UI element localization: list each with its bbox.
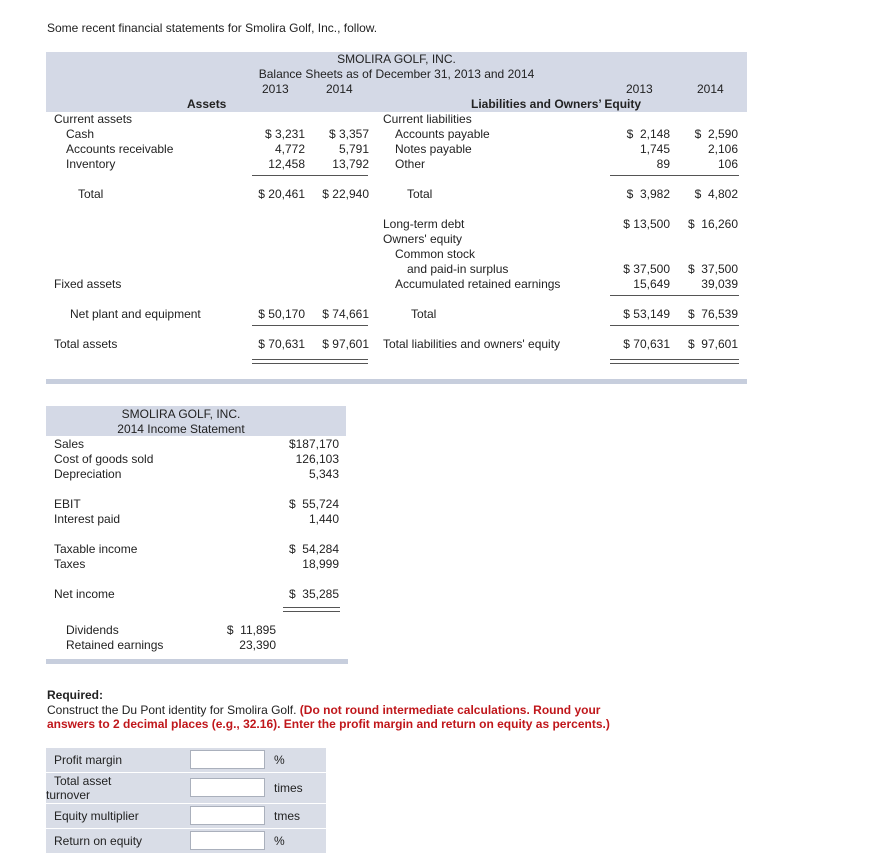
ar-2013: 4,772 (274, 142, 305, 156)
rule (252, 175, 368, 176)
rule (252, 325, 368, 326)
net-plant-label: Net plant and equipment (70, 307, 201, 321)
total-asset-turnover-input[interactable] (190, 778, 265, 797)
double-rule (252, 359, 368, 364)
cash-2014: $ 3,357 (328, 127, 369, 141)
return-on-equity-unit: % (274, 834, 285, 848)
ca-total-2014: $ 22,940 (322, 187, 369, 201)
ap-2013: $ 2,148 (626, 127, 670, 141)
cl-total-2014: $ 4,802 (694, 187, 738, 201)
rule (610, 325, 739, 326)
cash-2013: $ 3,231 (264, 127, 305, 141)
total-le-label: Total liabilities and owners' equity (383, 337, 561, 351)
cash-label: Cash (66, 127, 95, 141)
answer-row-total-asset-turnover (46, 773, 326, 803)
bs-year2-right: 2014 (697, 82, 724, 96)
ar-label: Accounts receivable (66, 142, 174, 156)
required-text (47, 703, 600, 717)
answer-row-return-on-equity (46, 829, 326, 853)
rule (610, 175, 739, 176)
cogs-label: Cost of goods sold (54, 452, 154, 466)
rule (610, 295, 739, 296)
interest-label: Interest paid (54, 512, 121, 526)
ltd-label: Long-term debt (383, 217, 465, 231)
total-asset-turnover-label-2: turnover (46, 788, 91, 802)
other-2013: 89 (656, 157, 670, 171)
bs-year2-left: 2014 (326, 82, 353, 96)
sales-label: Sales (54, 437, 85, 451)
equity-multiplier-input[interactable] (190, 806, 265, 825)
ebit-label: EBIT (54, 497, 81, 511)
taxes-value: 18,999 (302, 557, 339, 571)
inventory-2014: 13,792 (332, 157, 369, 171)
other-2014: 106 (717, 157, 738, 171)
ap-label: Accounts payable (395, 127, 490, 141)
total-le-2013: $ 70,631 (623, 337, 670, 351)
total-asset-turnover-unit: times (274, 781, 303, 795)
paid-in-2013: $ 37,500 (623, 262, 670, 276)
depreciation-value: 5,343 (308, 467, 339, 481)
ca-total-2013: $ 20,461 (258, 187, 305, 201)
paid-in-label: and paid-in surplus (407, 262, 509, 276)
oe-total-2014: $ 76,539 (687, 307, 738, 321)
cogs-value: 126,103 (295, 452, 339, 466)
ltd-2014: $ 16,260 (687, 217, 738, 231)
np-label: Notes payable (395, 142, 472, 156)
equity-multiplier-unit: tmes (274, 809, 301, 823)
ltd-2013: $ 13,500 (623, 217, 670, 231)
total-assets-2014: $ 97,601 (322, 337, 369, 351)
bs-year1-right: 2013 (626, 82, 653, 96)
ap-2014: $ 2,590 (694, 127, 738, 141)
np-2013: 1,745 (639, 142, 670, 156)
np-2014: 2,106 (707, 142, 738, 156)
retained-earnings-value: 23,390 (239, 638, 276, 652)
net-income-value: $ 35,285 (288, 587, 339, 601)
is-subtitle: 2014 Income Statement (117, 422, 245, 436)
total-le-2014: $ 97,601 (687, 337, 738, 351)
bs-subtitle: Balance Sheets as of December 31, 2013 and 2014 (258, 67, 535, 81)
answer-row-equity-multiplier (46, 804, 326, 828)
is-company: SMOLIRA GOLF, INC. (121, 407, 241, 421)
intro-text: Some recent financial statements for Smolira Golf, Inc., follow. (47, 21, 378, 35)
taxes-label: Taxes (54, 557, 86, 571)
depreciation-label: Depreciation (54, 467, 122, 481)
retained-label: Accumulated retained earnings (395, 277, 561, 291)
return-on-equity-input[interactable] (190, 831, 265, 850)
net-plant-2014: $ 74,661 (322, 307, 369, 321)
oe-total-label: Total (411, 307, 437, 321)
ca-total-label: Total (78, 187, 104, 201)
current-assets-label: Current assets (54, 112, 133, 126)
dividends-value: $ 11,895 (226, 623, 276, 637)
profit-margin-label: Profit margin (54, 753, 123, 767)
required-question: Construct the Du Pont identity for Smolira Golf. (47, 703, 297, 717)
paid-in-2014: $ 37,500 (687, 262, 738, 276)
oe-total-2013: $ 53,149 (623, 307, 670, 321)
net-income-label: Net income (54, 587, 115, 601)
balance-sheet-footer-bar (46, 379, 747, 384)
bs-company: SMOLIRA GOLF, INC. (337, 52, 456, 66)
sales-value: $187,170 (288, 437, 339, 451)
income-statement-footer-bar (46, 659, 348, 664)
taxable-income-label: Taxable income (54, 542, 138, 556)
other-label: Other (395, 157, 426, 171)
answer-row-profit-margin (46, 748, 326, 772)
cl-total-2013: $ 3,982 (626, 187, 670, 201)
fixed-assets-label: Fixed assets (54, 277, 122, 291)
taxable-income-value: $ 54,284 (288, 542, 339, 556)
liabilities-heading: Liabilities and Owners’ Equity (471, 97, 642, 111)
owners-equity-label: Owners' equity (383, 232, 462, 246)
double-rule (283, 607, 340, 612)
double-rule (610, 359, 739, 364)
inventory-label: Inventory (66, 157, 116, 171)
common-stock-label: Common stock (395, 247, 476, 261)
assets-heading: Assets (187, 97, 227, 111)
retained-2013: 15,649 (633, 277, 670, 291)
required-heading: Required: (47, 688, 104, 702)
total-asset-turnover-label-1: Total asset (54, 774, 112, 788)
cl-total-label: Total (407, 187, 433, 201)
total-assets-label: Total assets (54, 337, 118, 351)
total-assets-2013: $ 70,631 (258, 337, 305, 351)
required-instruction-2: answers to 2 decimal places (e.g., 32.16). Enter the profit margin and return on equity as percents.) (47, 717, 610, 731)
retained-earnings-label: Retained earnings (66, 638, 164, 652)
interest-value: 1,440 (308, 512, 339, 526)
dividends-label: Dividends (66, 623, 119, 637)
retained-2014: 39,039 (701, 277, 738, 291)
bs-year1-left: 2013 (262, 82, 289, 96)
current-liabilities-label: Current liabilities (383, 112, 472, 126)
required-instruction-1: (Do not round intermediate calculations. Round your (299, 703, 601, 717)
inventory-2013: 12,458 (268, 157, 305, 171)
ebit-value: $ 55,724 (288, 497, 339, 511)
profit-margin-input[interactable] (190, 750, 265, 769)
return-on-equity-label: Return on equity (54, 834, 143, 848)
equity-multiplier-label: Equity multiplier (54, 809, 139, 823)
profit-margin-unit: % (274, 753, 285, 767)
ar-2014: 5,791 (338, 142, 369, 156)
net-plant-2013: $ 50,170 (258, 307, 305, 321)
